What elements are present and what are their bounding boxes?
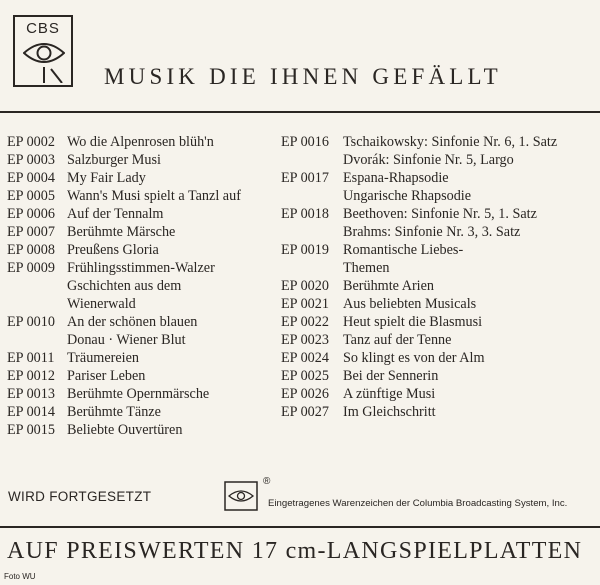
record-code: EP 0012 [7, 368, 55, 384]
record-entry [281, 205, 557, 241]
record-entry [7, 259, 241, 313]
record-code: EP 0020 [281, 278, 329, 294]
record-title-line: Beethoven: Sinfonie Nr. 5, 1. Satz [343, 206, 537, 222]
record-titles [343, 205, 537, 241]
record-titles [343, 313, 482, 331]
record-entry [281, 331, 557, 349]
record-code: EP 0002 [7, 134, 55, 150]
record-title-line: Frühlingsstimmen-Walzer [67, 260, 215, 276]
record-titles [67, 259, 215, 313]
cbs-logo [13, 15, 73, 87]
record-titles [67, 241, 159, 259]
record-title-line: Tanz auf der Tenne [343, 332, 452, 348]
record-titles [343, 295, 476, 313]
record-code: EP 0013 [7, 386, 55, 402]
record-title-line: My Fair Lady [67, 170, 146, 186]
record-entry [7, 241, 241, 259]
record-code: EP 0006 [7, 206, 55, 222]
photo-credit: Foto WU [4, 572, 36, 581]
record-code: EP 0023 [281, 332, 329, 348]
record-entry [281, 403, 557, 421]
record-code: EP 0008 [7, 242, 55, 258]
record-code: EP 0026 [281, 386, 329, 402]
record-entry [7, 367, 241, 385]
bottom-title: AUF PREISWERTEN 17 cm-LANGSPIELPLATTEN [7, 538, 583, 564]
record-code: EP 0005 [7, 188, 55, 204]
record-title-line: Pariser Leben [67, 368, 146, 384]
record-code: EP 0016 [281, 134, 329, 150]
record-title-line: Berühmte Opernmärsche [67, 386, 210, 402]
record-entry [281, 169, 557, 205]
record-title-line: Romantische Liebes- [343, 242, 464, 258]
record-titles [67, 223, 175, 241]
record-title-line: Im Gleichschritt [343, 404, 436, 420]
bottom-divider [0, 526, 600, 528]
record-title-line: Berühmte Tänze [67, 404, 161, 420]
record-titles [343, 277, 434, 295]
record-entry [7, 385, 241, 403]
record-code: EP 0024 [281, 350, 329, 366]
record-titles [343, 367, 438, 385]
record-titles [67, 385, 209, 403]
record-title-line: Berühmte Arien [343, 278, 435, 294]
record-entry [7, 205, 241, 223]
record-entry [281, 349, 557, 367]
record-entry [7, 403, 241, 421]
record-entry [281, 295, 557, 313]
record-titles [67, 205, 163, 223]
record-title-line: Espana-Rhapsodie [343, 170, 449, 186]
record-entry [7, 349, 241, 367]
record-title-line: Donau · Wiener Blut [67, 332, 186, 348]
record-entry [281, 277, 557, 295]
record-titles [343, 349, 484, 367]
record-code: EP 0004 [7, 170, 55, 186]
record-entry [281, 313, 557, 331]
record-code: EP 0027 [281, 404, 329, 420]
record-entry [281, 133, 557, 169]
record-title-line: Träumereien [67, 350, 139, 366]
record-code: EP 0003 [7, 152, 55, 168]
record-code: EP 0025 [281, 368, 329, 384]
record-titles [67, 151, 161, 169]
continued-note: WIRD FORTGESETZT [8, 489, 152, 504]
record-title-line: Tschaikowsky: Sinfonie Nr. 6, 1. Satz [343, 134, 558, 150]
record-title-line: Wienerwald [67, 296, 136, 312]
record-titles [67, 313, 197, 349]
record-title-line: Auf der Tennalm [67, 206, 164, 222]
record-title-line: Gschichten aus dem [67, 278, 182, 294]
record-entry [281, 385, 557, 403]
record-title-line: Wo die Alpenrosen blüh'n [67, 134, 214, 150]
record-titles [343, 241, 463, 277]
record-titles [343, 403, 436, 421]
record-entry [281, 367, 557, 385]
record-title-line: Aus beliebten Musicals [343, 296, 477, 312]
record-code: EP 0021 [281, 296, 329, 312]
record-code: EP 0015 [7, 422, 55, 438]
record-entry [7, 421, 241, 439]
record-code: EP 0022 [281, 314, 329, 330]
record-title-line: An der schönen blauen [67, 314, 198, 330]
top-divider [0, 111, 600, 113]
record-code: EP 0018 [281, 206, 329, 222]
record-titles [67, 133, 214, 151]
record-code: EP 0019 [281, 242, 329, 258]
cbs-logo-text: CBS [26, 20, 60, 37]
record-titles [343, 133, 557, 169]
record-title-line: Ungarische Rhapsodie [343, 188, 472, 204]
record-title-line: Beliebte Ouvertüren [67, 422, 183, 438]
cbs-small-logo-icon [224, 481, 258, 511]
record-title-line: Wann's Musi spielt a Tanzl auf [67, 188, 241, 204]
record-title-line: Bei der Sennerin [343, 368, 439, 384]
record-titles [67, 169, 146, 187]
page-title: MUSIK DIE IHNEN GEFÄLLT [104, 64, 502, 89]
record-titles [343, 169, 471, 205]
record-title-line: Preußens Gloria [67, 242, 159, 258]
record-titles [67, 367, 145, 385]
record-code: EP 0009 [7, 260, 55, 276]
record-titles [67, 349, 139, 367]
right-record-list [281, 133, 557, 421]
record-titles [343, 385, 435, 403]
record-title-line: So klingt es von der Alm [343, 350, 485, 366]
record-entry [281, 241, 557, 277]
record-title-line: Themen [343, 260, 390, 276]
record-title-line: Salzburger Musi [67, 152, 161, 168]
record-titles [67, 187, 241, 205]
record-titles [67, 403, 161, 421]
record-title-line: A zünftige Musi [343, 386, 436, 402]
record-code: EP 0011 [7, 350, 55, 366]
record-title-line: Berühmte Märsche [67, 224, 176, 240]
record-entry [7, 169, 241, 187]
registered-mark: ® [263, 476, 271, 487]
record-title-line: Dvorák: Sinfonie Nr. 5, Largo [343, 152, 514, 168]
record-entry [7, 223, 241, 241]
record-titles [343, 331, 451, 349]
cbs-eye-icon [23, 39, 65, 83]
left-record-list [7, 133, 241, 439]
record-entry [7, 187, 241, 205]
record-title-line: Brahms: Sinfonie Nr. 3, 3. Satz [343, 224, 521, 240]
trademark-note: Eingetragenes Warenzeichen der Columbia Broadcasting System, Inc. [268, 498, 568, 509]
record-title-line: Heut spielt die Blasmusi [343, 314, 483, 330]
record-entry [7, 151, 241, 169]
record-titles [67, 421, 182, 439]
record-code: EP 0017 [281, 170, 329, 186]
record-code: EP 0014 [7, 404, 55, 420]
record-code: EP 0010 [7, 314, 55, 330]
record-entry [7, 133, 241, 151]
record-code: EP 0007 [7, 224, 55, 240]
record-entry [7, 313, 241, 349]
